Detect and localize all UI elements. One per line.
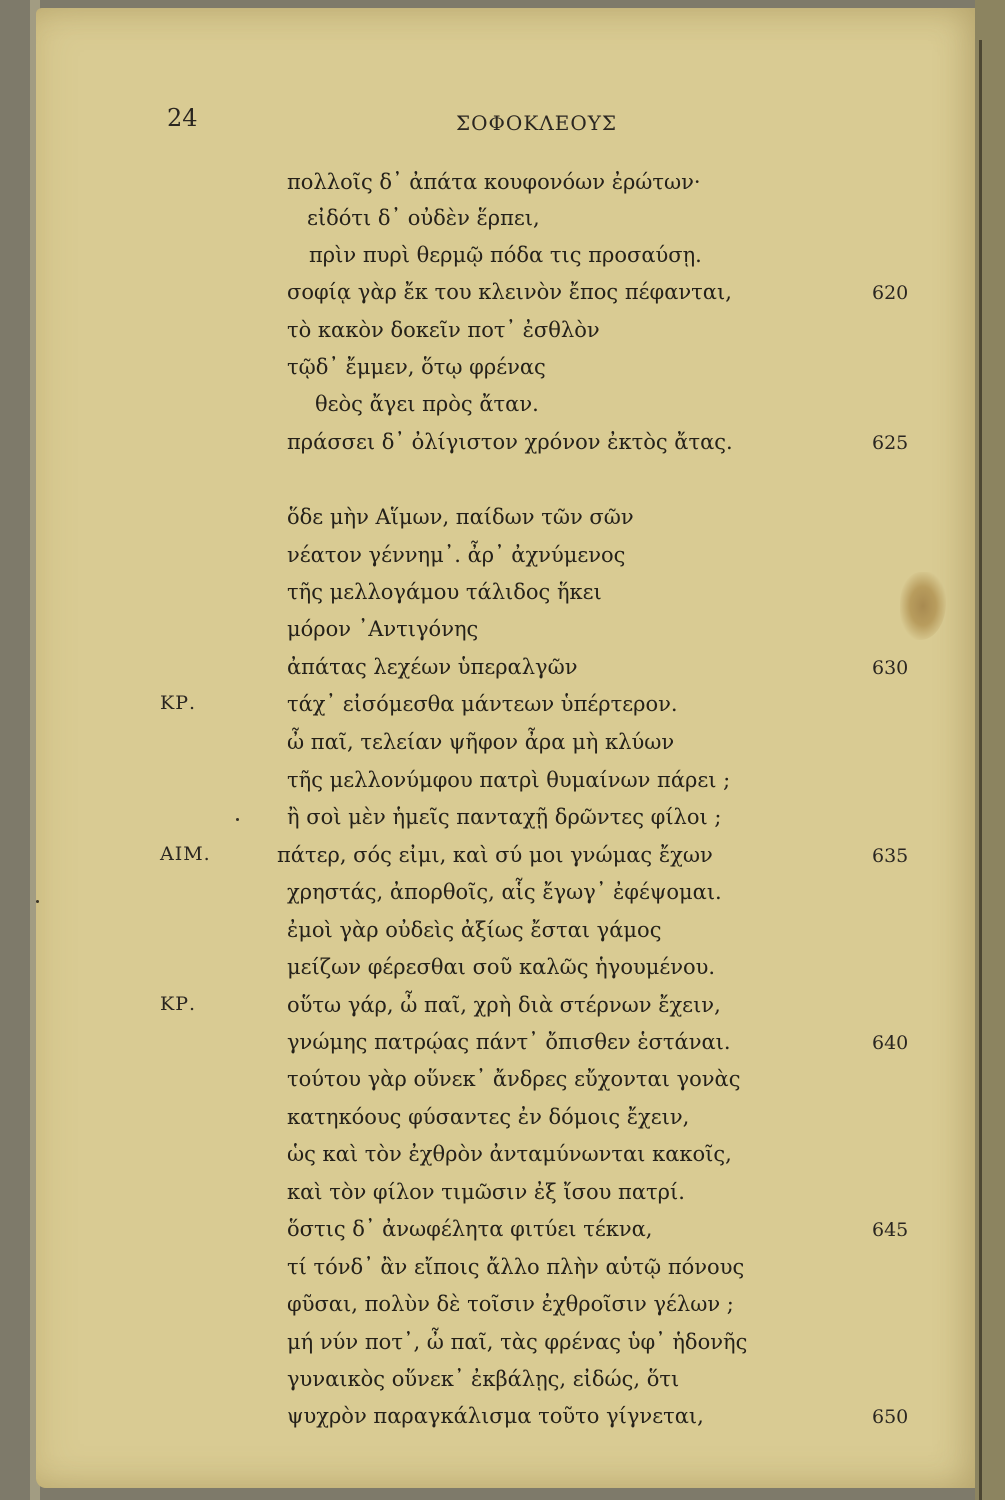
speaker-label: ΑΙΜ. [160,843,211,865]
verse-text: τούτου γὰρ οὕνεκ᾽ ἄνδρες εὔχονται γονὰς [287,1067,741,1091]
verse-line [0,617,1005,655]
verse-line [0,392,1005,430]
verse-line [0,318,1005,356]
line-number: 650 [872,1406,909,1428]
running-title: ΣΟΦΟΚΛΕΟΥΣ [456,111,618,135]
verse-text: καὶ τὸν φίλον τιμῶσιν ἐξ ἴσου πατρί. [287,1180,685,1204]
verse-line [0,1255,1005,1293]
verse-line [0,543,1005,581]
verse-line [0,505,1005,543]
line-number: 625 [872,432,909,454]
verse-line [0,993,1005,1031]
verse-line [0,243,1005,281]
verse-text: ἐμοὶ γὰρ οὐδεὶς ἀξίως ἔσται γάμος [287,918,662,942]
verse-line [0,1105,1005,1143]
verse-line [0,1030,1005,1068]
verse-line [0,580,1005,618]
verse-text: τῆς μελλονύμφου πατρὶ θυμαίνων πάρει ; [287,768,731,792]
verse-text: οὕτω γάρ, ὦ παῖ, χρὴ διὰ στέρνων ἔχειν, [287,993,721,1017]
verse-line [0,206,1005,244]
verse-text: τάχ᾽ εἰσόμεσθα μάντεων ὑπέρτερον. [287,692,678,716]
verse-text: ὡς καὶ τὸν ἐχθρὸν ἀνταμύνωνται κακοῖς, [287,1142,732,1166]
verse-text: μείζων φέρεσθαι σοῦ καλῶς ἡγουμένου. [287,955,716,979]
line-number: 635 [872,845,909,867]
verse-line [0,1142,1005,1180]
verse-line [0,170,1005,208]
verse-text: ὅδε μὴν Αἵμων, παίδων τῶν σῶν [287,505,634,529]
line-number: 630 [872,657,909,679]
verse-text: πάτερ, σός εἰμι, καὶ σύ μοι γνώμας ἔχων [277,843,713,867]
verse-text: πράσσει δ᾽ ὀλίγιστον χρόνον ἐκτὸς ἄτας. [287,430,733,454]
verse-text: τῷδ᾽ ἔμμεν, ὅτῳ φρένας [287,355,546,379]
verse-line [0,355,1005,393]
verse-text: ψυχρὸν παραγκάλισμα τοῦτο γίγνεται, [287,1404,704,1428]
verse-text: πολλοῖς δ᾽ ἀπάτα κουφονόων ἐρώτων· [287,170,701,194]
verse-line [0,918,1005,956]
verse-text: τί τόνδ᾽ ἂν εἴποις ἄλλο πλὴν αὑτῷ πόνους [287,1255,745,1279]
verse-text: ὦ παῖ, τελείαν ψῆφον ἆρα μὴ κλύων [287,730,675,754]
line-number: 640 [872,1032,909,1054]
verse-text: γνώμης πατρῴας πάντ᾽ ὄπισθεν ἑστάναι. [287,1030,731,1054]
verse-line [0,1067,1005,1105]
verse-text: σοφίᾳ γὰρ ἔκ του κλεινὸν ἔπος πέφανται, [287,280,732,304]
verse-line [0,955,1005,993]
verse-text: μόρον ᾽Αντιγόνης [287,617,479,641]
verse-text: εἰδότι δ᾽ οὐδὲν ἕρπει, [307,206,540,230]
verse-line [0,280,1005,318]
speaker-label: ΚΡ. [160,993,197,1015]
verse-line [0,1404,1005,1442]
verse-text: ἢ σοὶ μὲν ἡμεῖς πανταχῇ δρῶντες φίλοι ; [287,805,722,829]
line-number: 645 [872,1219,909,1241]
verse-text: ὅστις δ᾽ ἀνωφέλητα φιτύει τέκνα, [287,1217,653,1241]
verse-text: κατηκόους φύσαντες ἐν δόμοις ἔχειν, [287,1105,690,1129]
verse-line [0,1367,1005,1405]
verse-text: νέατον γέννημ᾽. ἆρ᾽ ἀχνύμενος [287,543,626,567]
verse-line [0,768,1005,806]
verse-line [0,880,1005,918]
line-number: 620 [872,282,909,304]
verse-line [0,1330,1005,1368]
verse-line [0,1217,1005,1255]
verse-text: θεὸς ἄγει πρὸς ἄταν. [315,392,539,416]
page-number: 24 [167,104,198,132]
verse-text: τῆς μελλογάμου τάλιδος ἥκει [287,580,602,604]
verse-line [0,692,1005,730]
verse-line [0,730,1005,768]
verse-line [0,430,1005,468]
verse-text: μή νύν ποτ᾽, ὦ παῖ, τὰς φρένας ὑφ᾽ ἡδονῆς [287,1330,748,1354]
verse-text: γυναικὸς οὕνεκ᾽ ἐκβάλῃς, εἰδώς, ὅτι [287,1367,680,1391]
verse-line [0,843,1005,881]
speaker-label: ΚΡ. [160,692,197,714]
verse-text: πρὶν πυρὶ θερμῷ πόδα τις προσαύσῃ. [309,243,702,267]
verse-line [0,805,1005,843]
verse-text: ἀπάτας λεχέων ὑπεραλγῶν [287,655,578,679]
verse-line [0,655,1005,693]
verse-line [0,1180,1005,1218]
verse-line [0,1292,1005,1330]
verse-text: τὸ κακὸν δοκεῖν ποτ᾽ ἐσθλὸν [287,318,600,342]
verse-text: χρηστάς, ἀπορθοῖς, αἷς ἔγωγ᾽ ἐφέψομαι. [287,880,722,904]
verse-text: φῦσαι, πολὺν δὲ τοῖσιν ἐχθροῖσιν γέλων ; [287,1292,734,1316]
